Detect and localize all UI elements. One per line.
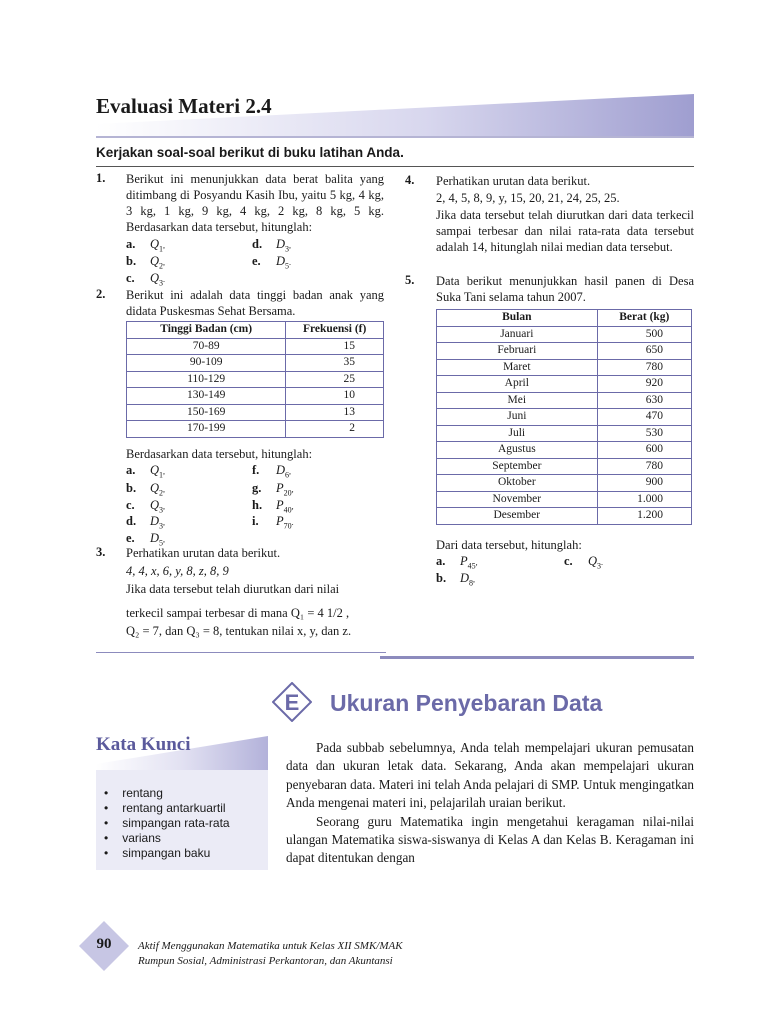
keyword-item: • simpangan baku (104, 846, 230, 861)
table-cell: 650 (597, 343, 691, 360)
table-header: Bulan (437, 310, 598, 327)
table-cell: 110-129 (127, 371, 286, 388)
page-number: 90 (96, 936, 112, 952)
table-cell: Oktober (437, 475, 598, 492)
table-cell: 130-149 (127, 388, 286, 405)
answer-option: d. $D_3$, (252, 237, 292, 254)
question-text: Jika data tersebut telah diurutkan dari data terkecil sampai terbesar dan nilai rata-rata data tersebut adalah 14, hitunglah nilai median data tersebut. (436, 208, 694, 254)
question-text: Berdasarkan data tersebut, hitunglah: (126, 447, 313, 461)
table-row (127, 421, 384, 438)
answer-option: c. $Q_3$. (126, 271, 166, 288)
answer-option: d. $D_3$, (126, 514, 166, 531)
keyword-title: Kata Kunci (96, 734, 191, 755)
section-title: Evaluasi Materi 2.4 (96, 94, 272, 118)
table-cell: 2 (286, 421, 384, 438)
table-cell: 900 (597, 475, 691, 492)
table-cell: 90-109 (127, 355, 286, 372)
answer-option: c. $Q_3$. (564, 554, 604, 571)
answer-option: e. $D_5$. (252, 254, 292, 271)
question-number: 5. (405, 273, 415, 287)
table-cell: 780 (597, 359, 691, 376)
table-header: Tinggi Badan (cm) (127, 322, 286, 339)
question-text: Perhatikan urutan data berikut. (126, 546, 281, 560)
question-text: 4, 4, x, 6, y, 8, z, 8, 9 (126, 564, 229, 578)
table-cell: 1.200 (597, 508, 691, 525)
table-row (127, 338, 384, 355)
keyword-list (104, 786, 230, 861)
table-row (127, 355, 384, 372)
question-text: Data berikut menunjukkan hasil panen di Desa Suka Tani selama tahun 2007. (436, 274, 694, 304)
answer-option: a. $P_{45}$, (436, 554, 478, 571)
table-cell: 170-199 (127, 421, 286, 438)
table-header: Frekuensi (f) (286, 322, 384, 339)
table-row (127, 404, 384, 421)
question-number: 1. (96, 171, 106, 185)
divider (96, 166, 694, 167)
table-row (437, 343, 692, 360)
question-text: 2, 4, 5, 8, 9, y, 15, 20, 21, 24, 25, 25. (436, 191, 620, 205)
section-heading: Ukuran Penyebaran Data (330, 690, 603, 716)
answer-option: a. $Q_1$, (126, 237, 166, 254)
table-cell: 13 (286, 404, 384, 421)
footer-line: Rumpun Sosial, Administrasi Perkantoran, dan Akuntansi (138, 955, 393, 967)
answer-option: h. $P_{40}$, (252, 498, 294, 515)
table-cell: Desember (437, 508, 598, 525)
table-row (437, 359, 692, 376)
answer-option: a. $Q_1$, (126, 463, 166, 480)
table-cell: 470 (597, 409, 691, 426)
table-row (437, 508, 692, 525)
table-row (437, 475, 692, 492)
paragraph: Pada subbab sebelumnya, Anda telah mempelajari ukuran pemusatan data dan ukuran letak data. Sekarang, Anda akan mempelajari ukuran penyebaran data. Materi ini telah Anda pelajari di SMP. Untuk mengingatkan Anda mengenai materi ini, pelajarilah uraian berikut. (286, 740, 694, 811)
question-text: Jika data tersebut telah diurutkan dari nilai (126, 582, 340, 596)
table-header: Berat (kg) (597, 310, 691, 327)
answer-option: f. $D_6$, (252, 463, 292, 480)
table-cell: Januari (437, 326, 598, 343)
question-text: Berikut ini adalah data tinggi badan anak yang didata Puskesmas Sehat Bersama. (126, 288, 384, 318)
table-cell: 10 (286, 388, 384, 405)
table-cell: Juli (437, 425, 598, 442)
answer-option: b. $Q_2$, (126, 254, 166, 271)
table-cell: 530 (597, 425, 691, 442)
answer-option: b. $D_8$, (436, 571, 476, 588)
table-cell: 1.000 (597, 491, 691, 508)
table-row (437, 326, 692, 343)
table-cell: November (437, 491, 598, 508)
instruction-text: Kerjakan soal-soal berikut di buku latihan Anda. (96, 145, 404, 160)
keyword-item: • rentang antarkuartil (104, 801, 230, 816)
table-cell: 25 (286, 371, 384, 388)
table-cell: 15 (286, 338, 384, 355)
answer-option: i. $P_{70}$. (252, 514, 294, 531)
table-row (127, 371, 384, 388)
paragraph: Seorang guru Matematika ingin mengetahui keragaman nilai-nilai ulangan Matematika siswa-siswanya di Kelas A dan Kelas B. Keragaman ini dapat ditentukan dengan (286, 813, 694, 866)
table-row (437, 409, 692, 426)
table-row (437, 376, 692, 393)
harvest-table (436, 309, 692, 525)
divider (96, 652, 386, 653)
table-cell: 920 (597, 376, 691, 393)
body-text (286, 739, 694, 868)
answer-option: g. $P_{20}$, (252, 481, 294, 498)
table-cell: Maret (437, 359, 598, 376)
table-cell: Mei (437, 392, 598, 409)
table-cell: 600 (597, 442, 691, 459)
keyword-item: • rentang (104, 786, 230, 801)
question-text: Berikut ini menunjukkan data berat balita yang ditimbang di Posyandu Kasih Ibu, yaitu 5 kg, 4 kg, 3 kg, 1 kg, 9 kg, 4 kg, 2 kg, 8 kg, 5 kg. Berdasarkan data tersebut, hitunglah: (126, 172, 384, 234)
table-cell: 500 (597, 326, 691, 343)
answer-option: b. $Q_2$, (126, 481, 166, 498)
table-row (437, 392, 692, 409)
table-cell: September (437, 458, 598, 475)
table-cell: 780 (597, 458, 691, 475)
question-text: Perhatikan urutan data berikut. (436, 174, 591, 188)
table-cell: 150-169 (127, 404, 286, 421)
table-row (437, 458, 692, 475)
question-text: Q₂ = 7, dan Q₃ = 8, tentukan nilai x, y, dan z. (126, 624, 352, 638)
table-cell: 630 (597, 392, 691, 409)
table-row (127, 388, 384, 405)
keyword-item: • varians (104, 831, 230, 846)
table-cell: 35 (286, 355, 384, 372)
table-cell: 70-89 (127, 338, 286, 355)
question-text: Dari data tersebut, hitunglah: (436, 538, 582, 552)
table-cell: Agustus (437, 442, 598, 459)
divider (380, 656, 694, 659)
question-number: 2. (96, 287, 106, 301)
table-cell: Juni (437, 409, 598, 426)
table-row (437, 425, 692, 442)
keyword-item: • simpangan rata-rata (104, 816, 230, 831)
question-number: 4. (405, 173, 415, 187)
answer-option: c. $Q_3$, (126, 498, 166, 515)
table-cell: Februari (437, 343, 598, 360)
answer-option: e. $D_5$, (126, 531, 166, 548)
table-row (437, 442, 692, 459)
question-number: 3. (96, 545, 106, 559)
table-cell: April (437, 376, 598, 393)
question-text: terkecil sampai terbesar di mana Q₁ = 4 1/2 , (126, 606, 350, 620)
table-row (437, 491, 692, 508)
height-frequency-table (126, 321, 384, 438)
section-letter: E (284, 690, 300, 715)
footer-line: Aktif Menggunakan Matematika untuk Kelas XII SMK/MAK (138, 940, 403, 952)
